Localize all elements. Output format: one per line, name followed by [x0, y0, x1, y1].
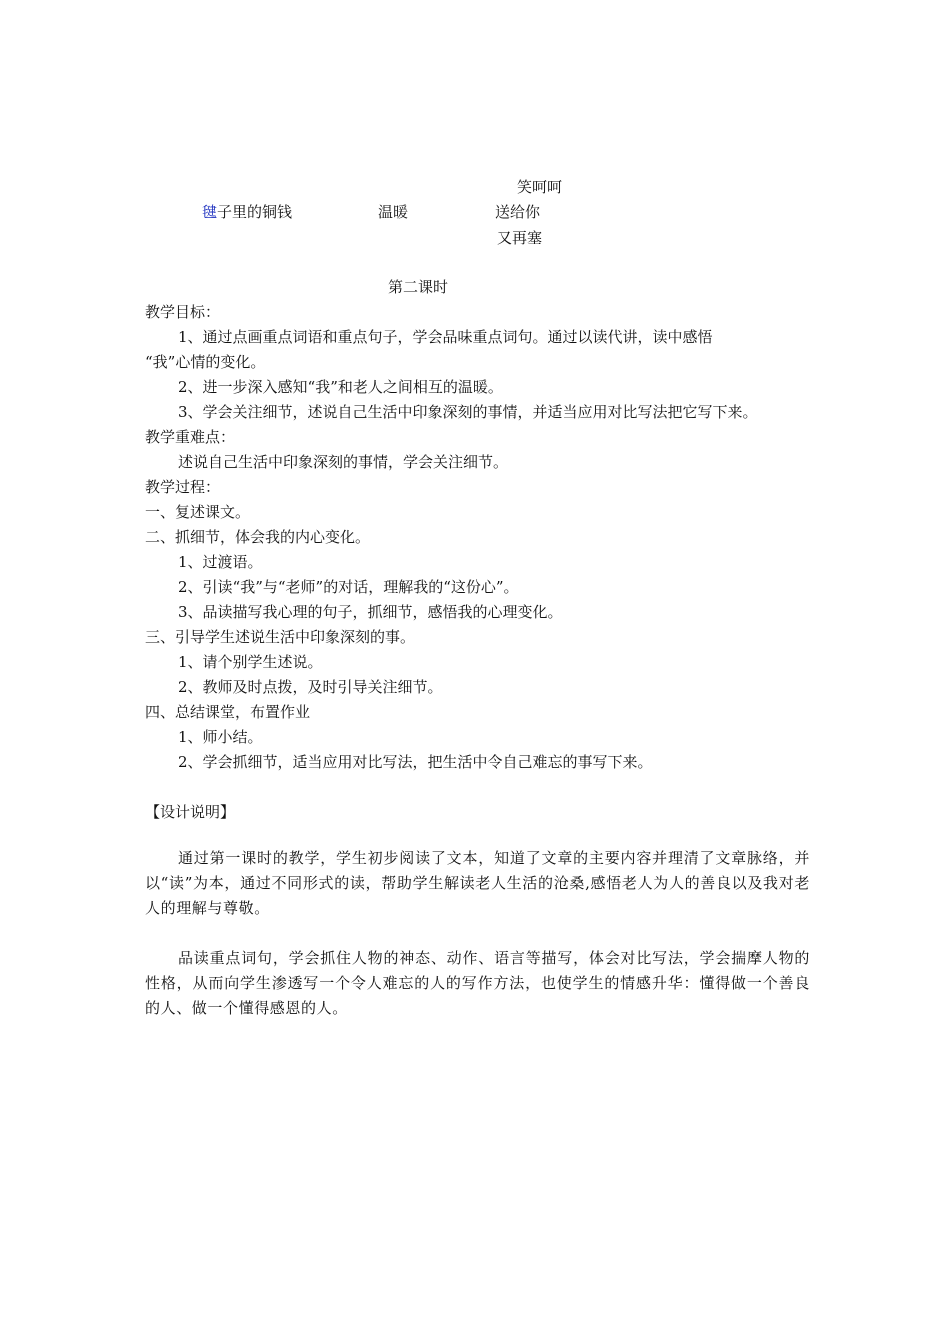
step-2: 二、抓细节，体会我的内心变化。 [145, 528, 371, 546]
board-item-first-char: 毽 [202, 203, 218, 221]
step-4-2: 2、学会抓细节，适当应用对比写法，把生活中令自己难忘的事写下来。 [178, 753, 653, 771]
goal-1-line-1: 1、通过点画重点词语和重点句子，学会品味重点词句。通过以读代讲，读中感悟 [178, 328, 713, 346]
key-text: 述说自己生活中印象深刻的事情，学会关注细节。 [178, 453, 509, 471]
step-1: 一、复述课文。 [145, 503, 251, 521]
key-heading: 教学重难点： [145, 428, 236, 446]
step-2-3: 3、品读描写我心理的句子，抓细节，感悟我的心理变化。 [178, 603, 563, 621]
step-3: 三、引导学生述说生活中印象深刻的事。 [145, 628, 416, 646]
design-paragraph-1: 通过第一课时的教学，学生初步阅读了文本，知道了文章的主要内容并理清了文章脉络，并以“读”为本，通过不同形式的读，帮助学生解读老人生活的沧桑,感悟老人为人的善良以及我对老人的理解与尊敬。 [145, 849, 810, 917]
lesson-title: 第二课时 [388, 278, 449, 296]
step-3-2: 2、教师及时点拨，及时引导关注细节。 [178, 678, 443, 696]
board-right-bottom: 又再塞 [497, 229, 543, 247]
design-paragraph-2: 品读重点词句，学会抓住人物的神态、动作、语言等描写，体会对比写法，学会揣摩人物的性格，从而向学生渗透写一个令人难忘的人的写作方法，也使学生的情感升华：懂得做一个善良的人、做一个懂得感恩的人。 [145, 949, 810, 1017]
goal-3: 3、学会关注细节，述说自己生活中印象深刻的事情，并适当应用对比写法把它写下来。 [178, 403, 758, 421]
step-4-1: 1、师小结。 [178, 728, 263, 746]
board-right-top: 笑呵呵 [517, 178, 563, 196]
board-right-mid: 送给你 [495, 203, 541, 221]
board-item-rest: 子里的铜钱 [217, 203, 293, 221]
goal-2: 2、进一步深入感知“我”和老人之间相互的温暖。 [178, 378, 503, 396]
process-heading: 教学过程： [145, 478, 221, 496]
step-4: 四、总结课堂，布置作业 [145, 703, 311, 721]
board-middle: 温暖 [378, 203, 409, 221]
goal-1-line-2: “我”心情的变化。 [145, 353, 266, 371]
step-2-2: 2、引读“我”与“老师”的对话，理解我的“这份心”。 [178, 578, 519, 596]
step-2-1: 1、过渡语。 [178, 553, 263, 571]
design-heading: 【设计说明】 [145, 803, 236, 821]
step-3-1: 1、请个别学生述说。 [178, 653, 323, 671]
goals-heading: 教学目标： [145, 303, 221, 321]
board-item [202, 202, 292, 222]
